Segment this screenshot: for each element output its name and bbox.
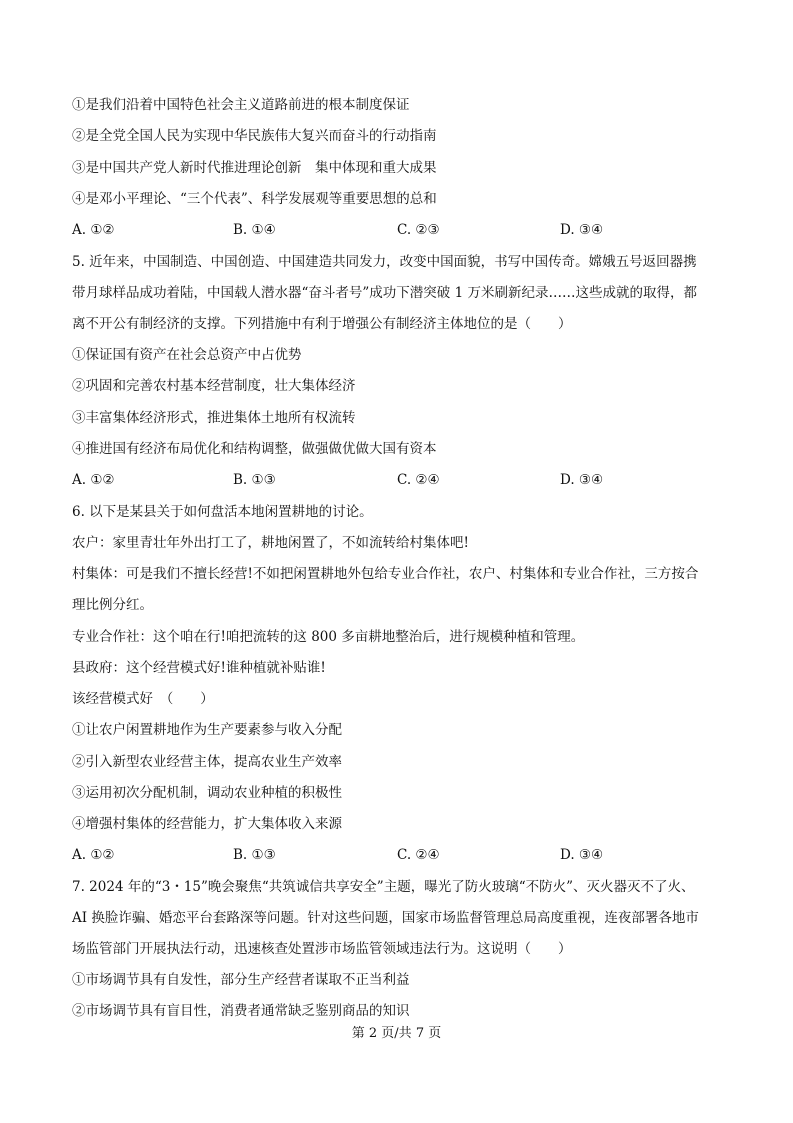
- q5-item-4: ④推进国有经济布局优化和结构调整，做强做优做大国有资本: [72, 441, 437, 457]
- q6-item-1: ①让农户闲置耕地作为生产要素参与收入分配: [72, 722, 342, 738]
- q7-item-1: ①市场调节具有自发性，部分生产经营者谋取不正当利益: [72, 972, 410, 988]
- q6-options: [72, 845, 722, 865]
- q5-item-2: ②巩固和完善农村基本经营制度，壮大集体经济: [72, 378, 356, 394]
- q6-dialogue-farmer: 农户：家里青壮年外出打工了，耕地闲置了，不如流转给村集体吧!: [72, 535, 469, 551]
- q4-options: [72, 220, 722, 240]
- q6-question: 该经营模式好 （ ）: [72, 691, 214, 707]
- q6-dialogue-cooperative: 专业合作社：这个咱在行!咱把流转的这 800 多亩耕地整治后，进行规模种植和管理。: [72, 629, 585, 645]
- q7-stem-line-1: 7. 2024 年的“3・15”晚会聚焦“共筑诚信共享安全”主题，曝光了防火玻璃“不防火”、灭火器灭不了火、: [72, 879, 695, 895]
- q6-stem: 6. 以下是某县关于如何盘活本地闲置耕地的讨论。: [72, 504, 373, 520]
- q6-dialogue-village-line-2: 理比例分红。: [72, 597, 153, 613]
- q4-option-a: A. ①②: [72, 222, 115, 238]
- q5-option-c: C. ②④: [397, 472, 440, 488]
- q4-option-b: B. ①④: [233, 222, 276, 238]
- q4-option-d: D. ③④: [560, 222, 604, 238]
- q5-item-3: ③丰富集体经济形式，推进集体土地所有权流转: [72, 410, 356, 426]
- q5-stem-line-2: 带月球样品成功着陆，中国载人潜水器“奋斗者号”成功下潜突破 1 万米刷新纪录……这些成就的取得，都: [72, 285, 697, 301]
- q7-stem-line-3: 场监管部门开展执法行动，迅速核查处置涉市场监管领域违法行为。这说明（ ）: [72, 941, 572, 957]
- q7-item-2: ②市场调节具有盲目性，消费者通常缺乏鉴别商品的知识: [72, 1003, 410, 1019]
- q5-options: [72, 470, 722, 490]
- q5-item-1: ①保证国有资产在社会总资产中占优势: [72, 347, 302, 363]
- q4-option-c: C. ②③: [397, 222, 440, 238]
- q6-item-2: ②引入新型农业经营主体，提高农业生产效率: [72, 754, 342, 770]
- q6-item-4: ④增强村集体的经营能力，扩大集体收入来源: [72, 816, 342, 832]
- q6-option-c: C. ②④: [397, 847, 440, 863]
- q5-option-b: B. ①③: [233, 472, 276, 488]
- q6-item-3: ③运用初次分配机制，调动农业种植的积极性: [72, 785, 342, 801]
- q4-item-3: ③是中国共产党人新时代推进理论创新 集中体现和重大成果: [72, 160, 437, 176]
- q7-stem-line-2: AI 换脸诈骗、婚恋平台套路深等问题。针对这些问题，国家市场监督管理总局高度重视，连夜部署各地市: [72, 910, 699, 926]
- q5-option-a: A. ①②: [72, 472, 115, 488]
- q6-option-d: D. ③④: [560, 847, 604, 863]
- q5-stem-line-3: 离不开公有制经济的支撑。下列措施中有利于增强公有制经济主体地位的是（ ）: [72, 316, 572, 332]
- q4-item-2: ②是全党全国人民为实现中华民族伟大复兴而奋斗的行动指南: [72, 128, 437, 144]
- q5-stem-line-1: 5. 近年来，中国制造、中国创造、中国建造共同发力，改变中国面貌，书写中国传奇。嫦娥五号返回器携: [72, 254, 697, 270]
- q5-option-d: D. ③④: [560, 472, 604, 488]
- q6-dialogue-village-line-1: 村集体：可是我们不擅长经营!不如把闲置耕地外包给专业合作社，农户、村集体和专业合作社，三方按合: [72, 566, 699, 582]
- q4-item-4: ④是邓小平理论、“三个代表”、科学发展观等重要思想的总和: [72, 191, 437, 207]
- q6-option-b: B. ①③: [233, 847, 276, 863]
- page-number: 第 2 页/共 7 页: [351, 1026, 442, 1041]
- q6-option-a: A. ①②: [72, 847, 115, 863]
- q4-item-1: ①是我们沿着中国特色社会主义道路前进的根本制度保证: [72, 97, 410, 113]
- q6-dialogue-county: 县政府：这个经营模式好!谁种植就补贴谁!: [72, 660, 326, 676]
